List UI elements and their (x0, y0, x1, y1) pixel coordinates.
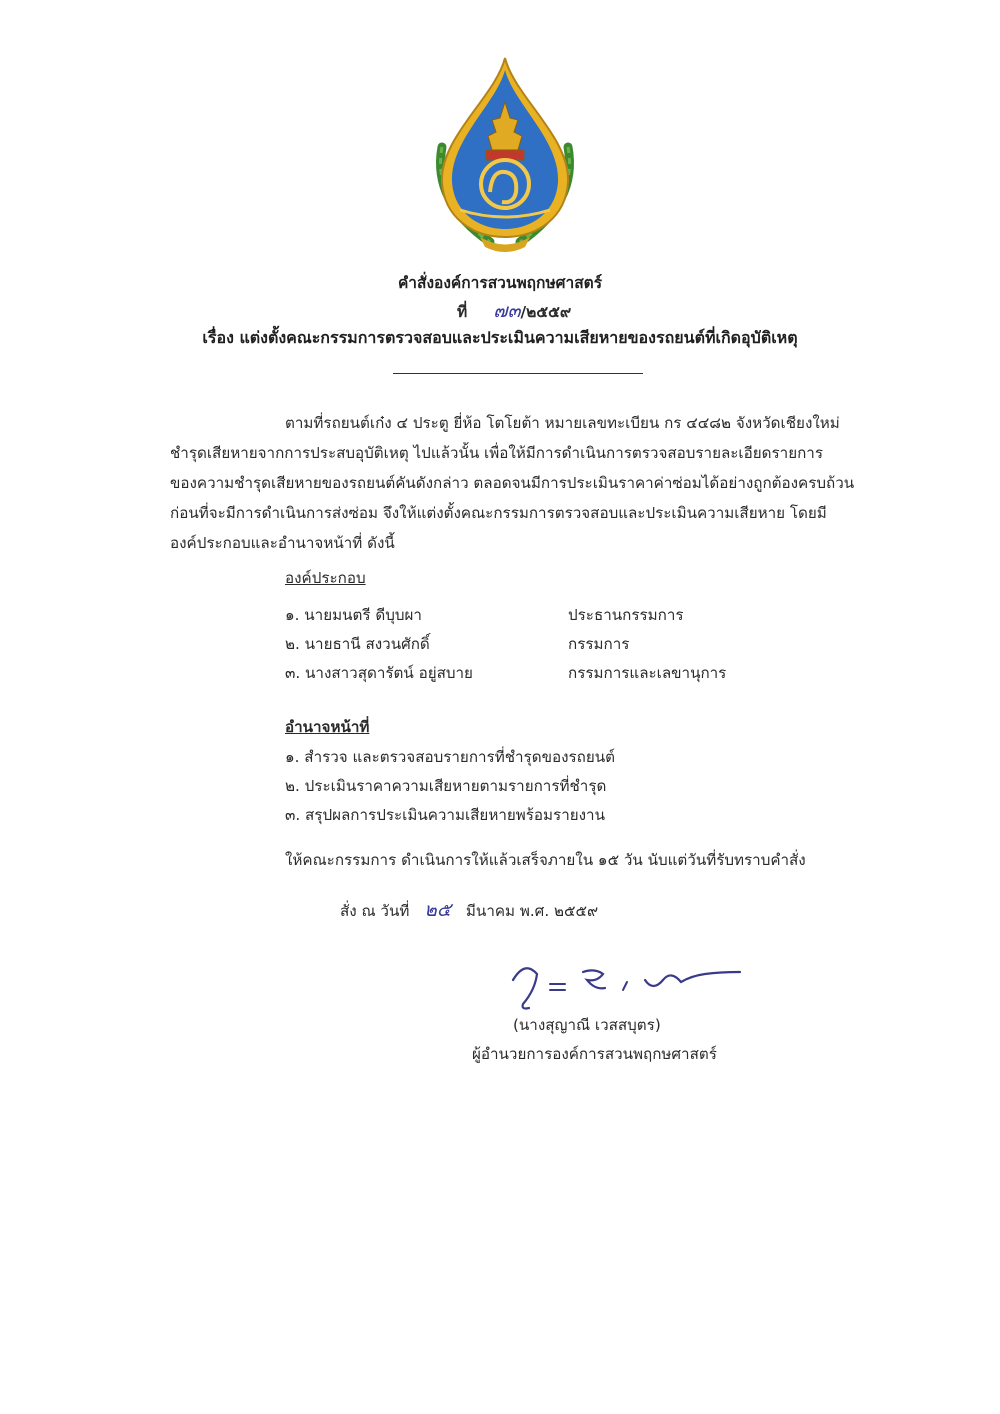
body-line: ของความชำรุดเสียหายของรถยนต์คันดังกล่าว ตลอดจนมีการประเมินราคาค่าซ่อมได้อย่างถูกต้องครบถ้วน (170, 474, 855, 492)
date-month-year: มีนาคม พ.ศ. ๒๕๕๙ (465, 902, 599, 920)
date-prefix: สั่ง ณ วันที่ (340, 902, 410, 920)
signatory-name: (นางสุญาณี เวสสบุตร) (513, 1016, 661, 1034)
order-number-line (457, 296, 571, 326)
organization-emblem-icon (420, 52, 590, 257)
member-name: ๓. นางสาวสุดารัตน์ อยู่สบาย (285, 664, 473, 682)
member-role: ประธานกรรมการ (568, 606, 684, 624)
composition-heading: องค์ประกอบ (285, 569, 366, 587)
closing-statement: ให้คณะกรรมการ ดำเนินการให้แล้วเสร็จภายใน ๑๕ วัน นับแต่วันที่รับทราบคำสั่ง (285, 851, 806, 869)
title-divider (393, 373, 643, 374)
order-number-handwritten: ๗๓ (493, 300, 521, 322)
date-day-handwritten: ๒๕ (424, 899, 452, 921)
order-label: ที่ (457, 303, 468, 321)
body-line: องค์ประกอบและอำนาจหน้าที่ ดังนี้ (170, 534, 395, 552)
member-role: กรรมการและเลขานุการ (568, 664, 727, 682)
subject-line: เรื่อง แต่งตั้งคณะกรรมการตรวจสอบและประเมินความเสียหายของรถยนต์ที่เกิดอุบัติเหตุ (202, 328, 798, 347)
duties-heading: อำนาจหน้าที่ (285, 718, 370, 736)
duty-item: ๑. สำรวจ และตรวจสอบรายการที่ชำรุดของรถยนต์ (285, 748, 615, 766)
member-role: กรรมการ (568, 635, 630, 653)
body-line: ชำรุดเสียหายจากการประสบอุบัติเหตุ ไปแล้วนั้น เพื่อให้มีการดำเนินการตรวจสอบรายละเอียดรายการ (170, 444, 823, 462)
document-title: คำสั่งองค์การสวนพฤกษศาสตร์ (397, 274, 603, 292)
order-year: /๒๕๕๙ (520, 303, 572, 321)
body-line: ก่อนที่จะมีการดำเนินการส่งซ่อม จึงให้แต่งตั้งคณะกรรมการตรวจสอบและประเมินความเสียหาย โดยมี (170, 504, 827, 522)
order-date (340, 895, 598, 925)
member-name: ๒. นายธานี สงวนศักดิ์ (285, 635, 430, 653)
handwritten-signature-icon (495, 950, 745, 1015)
signatory-position: ผู้อำนวยการองค์การสวนพฤกษศาสตร์ (472, 1045, 717, 1063)
duty-item: ๓. สรุปผลการประเมินความเสียหายพร้อมรายงาน (285, 806, 605, 824)
duty-item: ๒. ประเมินราคาความเสียหายตามรายการที่ชำรุด (285, 777, 607, 795)
body-line: ตามที่รถยนต์เก๋ง ๔ ประตู ยี่ห้อ โตโยต้า หมายเลขทะเบียน กร ๔๔๘๒ จังหวัดเชียงใหม่ (285, 414, 840, 432)
member-name: ๑. นายมนตรี ดีบุบผา (285, 606, 422, 624)
